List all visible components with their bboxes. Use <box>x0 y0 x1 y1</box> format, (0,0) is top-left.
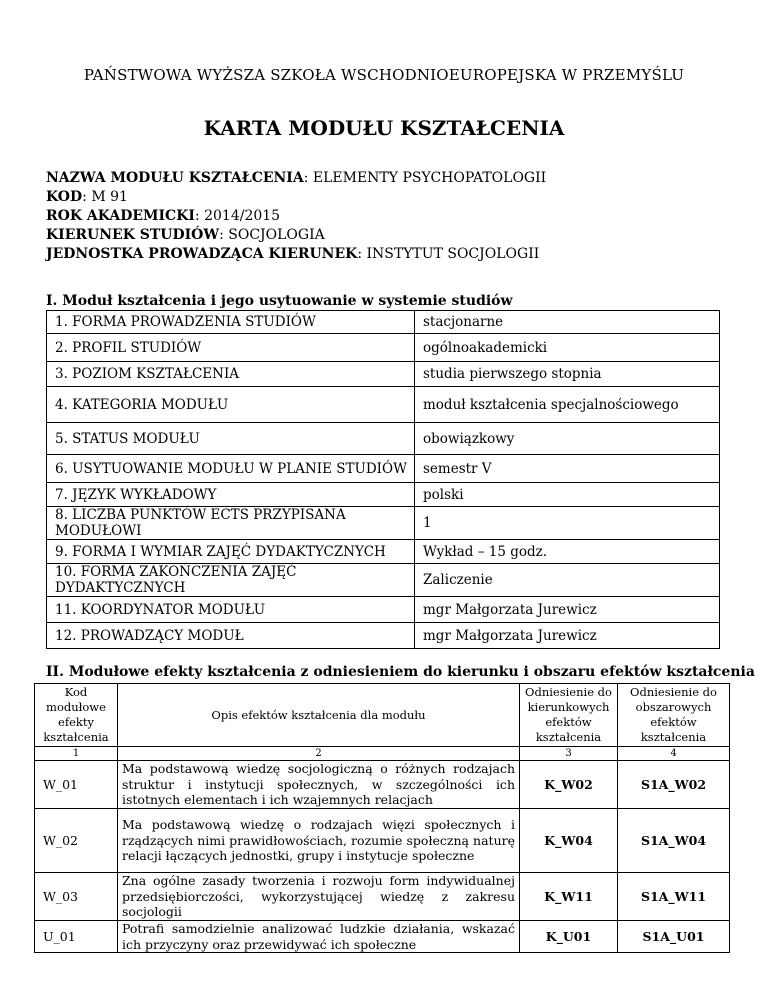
module-metadata <box>46 169 546 264</box>
learning-outcomes-table <box>34 683 730 953</box>
table-row: 2. PROFIL STUDIÓW ogólnoakademicki <box>47 334 720 362</box>
table-row: W_01 Ma podstawową wiedzę socjologiczną o różnych rodzajach struktur i instytucji społecznych, w szczególności ich istotnych elementach i ich wzajemnych relacjach K_W02 S1A_W02 <box>35 761 730 809</box>
document-title: KARTA MODUŁU KSZTAŁCENIA <box>203 116 565 140</box>
university-name: PAŃSTWOWA WYŻSZA SZKOŁA WSCHODNIOEUROPEJSKA W PRZEMYŚLU <box>83 66 685 84</box>
section1-title: I. Moduł kształcenia i jego usytuowanie w systemie studiów <box>46 293 513 309</box>
meta-module-name: NAZWA MODUŁU KSZTAŁCENIA: ELEMENTY PSYCHOPATOLOGII <box>46 170 547 186</box>
header-area-ref: Odniesienie do obszarowych efektów kształcenia <box>618 684 730 747</box>
table-row: 9. FORMA I WYMIAR ZAJĘĆ DYDAKTYCZNYCH Wykład – 15 godz. <box>47 540 720 564</box>
module-info-table <box>46 310 720 649</box>
table-row: 4. KATEGORIA MODUŁU moduł kształcenia specjalnościowego <box>47 387 720 423</box>
header-code: Kod modułowe efekty kształcenia <box>35 684 118 747</box>
table-row: 1. FORMA PROWADZENIA STUDIÓW stacjonarne <box>47 311 720 334</box>
table-row: U_01 Potrafi samodzielnie analizować ludzkie działania, wskazać ich przyczyny oraz przewidywać ich społeczne K_U01 S1A_U01 <box>35 921 730 953</box>
table-row: W_03 Zna ogólne zasady tworzenia i rozwoju form indywidualnej przedsiębiorczości, wykorzystującej wiedzę z zakresu socjologii K_W11 S1A_W11 <box>35 873 730 921</box>
meta-unit: JEDNOSTKA PROWADZĄCA KIERUNEK: INSTYTUT SOCJOLOGII <box>46 246 540 262</box>
meta-field-of-study: KIERUNEK STUDIÓW: SOCJOLOGIA <box>46 227 325 243</box>
meta-academic-year: ROK AKADEMICKI: 2014/2015 <box>46 208 281 224</box>
header-direction-ref: Odniesienie do kierunkowych efektów kształcenia <box>520 684 618 747</box>
table-row: 3. POZIOM KSZTAŁCENIA studia pierwszego stopnia <box>47 362 720 387</box>
table-row: 11. KOORDYNATOR MODUŁU mgr Małgorzata Jurewicz <box>47 597 720 623</box>
section2-title: II. Modułowe efekty kształcenia z odniesieniem do kierunku i obszaru efektów kształcenia <box>46 664 755 680</box>
table-row: 12. PROWADZĄCY MODUŁ mgr Małgorzata Jurewicz <box>47 623 720 649</box>
table-row: 8. LICZBA PUNKTÓW ECTS PRZYPISANA MODUŁOWI 1 <box>47 507 720 540</box>
meta-code: KOD: M 91 <box>46 189 128 205</box>
table-row: 10. FORMA ZAKOŃCZENIA ZAJĘĆ DYDAKTYCZNYCH Zaliczenie <box>47 564 720 597</box>
column-number-row: 1 2 3 4 <box>35 747 730 761</box>
table-header-row <box>35 684 730 747</box>
table-row: W_02 Ma podstawową wiedzę o rodzajach więzi społecznych i rządzących nimi prawidłowościach, rozumie społeczną naturę relacji łączących jednostki, grupy i instytucje społeczne K_W04 S1A_W04 <box>35 809 730 873</box>
table-row: 6. USYTUOWANIE MODUŁU W PLANIE STUDIÓW semestr V <box>47 455 720 483</box>
table-row: 5. STATUS MODUŁU obowiązkowy <box>47 423 720 455</box>
header-description: Opis efektów kształcenia dla modułu <box>118 684 520 747</box>
table-row: 7. JĘZYK WYKŁADOWY polski <box>47 483 720 507</box>
